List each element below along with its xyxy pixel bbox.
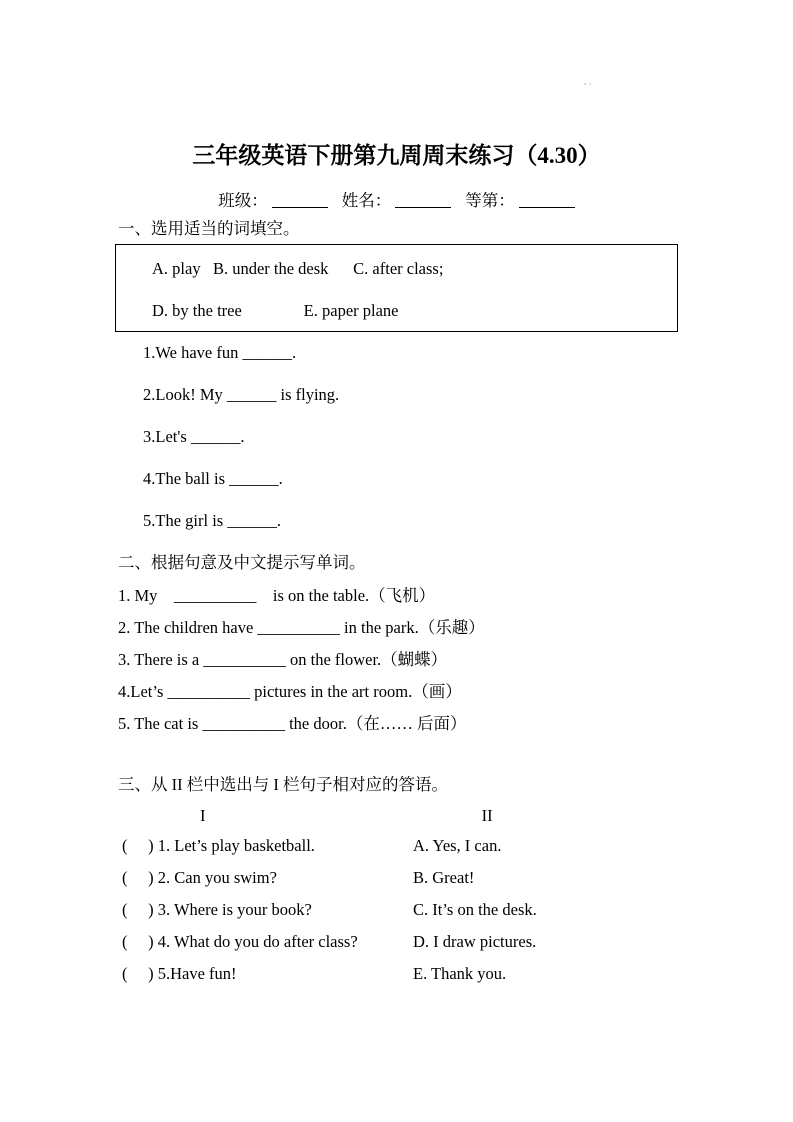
- section-two-items: [118, 585, 793, 735]
- match-row: [122, 931, 793, 953]
- name-label: 姓名：: [341, 191, 392, 210]
- match-row: [122, 963, 793, 985]
- name-blank: [395, 192, 451, 208]
- match-row: [122, 899, 793, 921]
- match-question: ( ) 3. Where is your book?: [122, 900, 312, 919]
- section-two-heading: 二、根据句意及中文提示写单词。: [118, 553, 366, 572]
- match-answer: A. Yes, I can.: [413, 836, 502, 855]
- word-bank-box: [115, 244, 678, 332]
- word-bank-line: D. by the tree E. paper plane: [152, 301, 399, 320]
- fill-blank-question: 5.The girl is ______.: [143, 511, 281, 530]
- match-answer: C. It’s on the desk.: [413, 900, 537, 919]
- match-row: [122, 835, 793, 857]
- match-row: [122, 867, 793, 889]
- scan-artifact: [584, 83, 586, 85]
- section-one-heading: 一、选用适当的词填空。: [118, 219, 300, 238]
- match-question: ( ) 5.Have fun!: [122, 964, 237, 983]
- column-one-header: I: [200, 806, 206, 825]
- section-one-questions: [143, 342, 793, 532]
- match-rows: [122, 835, 793, 985]
- match-answer: E. Thank you.: [413, 964, 507, 983]
- class-label: 班级：: [218, 191, 268, 210]
- match-question: ( ) 4. What do you do after class?: [122, 932, 358, 951]
- section-three-heading: 三、从 II 栏中选出与 I 栏句子相对应的答语。: [118, 775, 448, 794]
- fill-blank-question: 2.Look! My ______ is flying.: [143, 385, 340, 404]
- match-answer: D. I draw pictures.: [413, 932, 537, 951]
- word-writing-item: 2. The children have __________ in the park.（乐趣）: [118, 618, 485, 637]
- word-writing-item: 4.Let’s __________ pictures in the art room.（画）: [118, 682, 462, 701]
- match-question: ( ) 1. Let’s play basketball.: [122, 836, 315, 855]
- grade-blank: [519, 192, 575, 208]
- match-column-headers: [200, 805, 793, 827]
- grade-label: 等第：: [465, 191, 515, 210]
- class-blank: [272, 192, 328, 208]
- match-question: ( ) 2. Can you swim?: [122, 868, 277, 887]
- column-two-header: II: [481, 806, 493, 825]
- fill-blank-question: 1.We have fun ______.: [143, 343, 297, 362]
- word-writing-item: 3. There is a __________ on the flower.（蝴蝶）: [118, 650, 448, 669]
- match-answer: B. Great!: [413, 868, 475, 887]
- word-writing-item: 1. My __________ is on the table.（飞机）: [118, 586, 436, 605]
- page-title: 三年级英语下册第九周周末练习（4.30）: [192, 143, 601, 168]
- word-bank-line: A. play B. under the desk C. after class;: [152, 259, 444, 278]
- header-fields: [0, 190, 793, 212]
- fill-blank-question: 4.The ball is ______.: [143, 469, 283, 488]
- fill-blank-question: 3.Let's ______.: [143, 427, 245, 446]
- word-writing-item: 5. The cat is __________ the door.（在…… 后面）: [118, 714, 467, 733]
